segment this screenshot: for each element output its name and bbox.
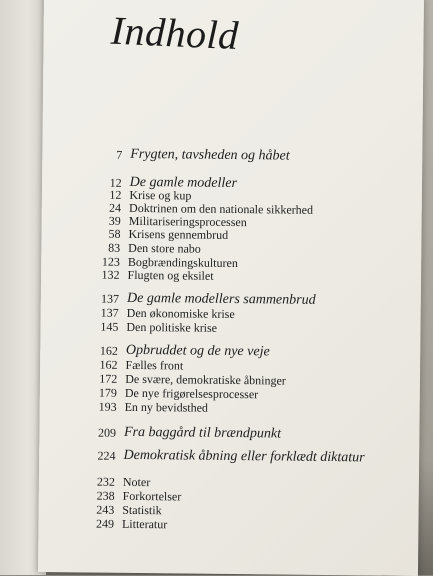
toc-page-number: 162 xyxy=(99,343,118,358)
toc-entry xyxy=(41,240,421,256)
toc-page-number: 83 xyxy=(108,240,121,255)
toc-entry-title: Litteratur xyxy=(121,516,168,532)
toc-entry xyxy=(42,200,422,217)
toc-entry-title: Noter xyxy=(122,474,151,490)
toc-entry xyxy=(39,516,419,532)
toc-entry-title: Opbruddet og de nye veje xyxy=(125,342,270,360)
toc-entry-title: De gamle modeller xyxy=(129,174,238,192)
toc-entry-title: Flugten og eksilet xyxy=(127,267,214,283)
toc-entry xyxy=(39,424,419,442)
toc-entry-title: De svære, demokratiske åbninger xyxy=(125,371,286,388)
page-heading: Indhold xyxy=(109,7,240,59)
toc-page-number: 12 xyxy=(109,187,122,202)
toc-entry xyxy=(41,254,421,271)
toc-entry xyxy=(41,290,421,308)
toc-entry-title: Doktrinen om den nationale sikkerhed xyxy=(129,200,314,217)
toc-page-number: 145 xyxy=(100,319,119,334)
toc-entry-title: Statistik xyxy=(122,502,162,518)
toc-entry xyxy=(39,474,419,490)
toc-entry-title: Frygten, tavsheden og håbet xyxy=(130,146,290,164)
toc-page-number: 193 xyxy=(98,399,117,414)
toc-entry-title: De nye frigørelsesprocesser xyxy=(124,385,259,402)
toc-page-number: 137 xyxy=(100,291,120,306)
toc-page-number: 12 xyxy=(109,175,122,190)
toc-entry-title: Den politiske krise xyxy=(126,319,218,335)
toc-page-number: 209 xyxy=(97,425,117,440)
toc-page-number: 249 xyxy=(95,516,115,531)
toc-page-number: 7 xyxy=(116,147,123,162)
toc-entry-title: Den økonomiske krise xyxy=(126,305,235,322)
toc-page-number: 24 xyxy=(109,200,122,215)
toc-page-number: 39 xyxy=(108,213,121,228)
toc-page-number: 232 xyxy=(96,474,116,489)
book-page xyxy=(38,0,424,576)
toc-entry-title: Forkortelser xyxy=(122,488,182,504)
toc-page-number: 238 xyxy=(96,488,115,503)
toc-entry-title: Demokratisk åbning eller forklædt diktatur xyxy=(123,447,365,466)
toc-entry-title: Krise og kup xyxy=(129,187,192,203)
toc-page-number: 137 xyxy=(100,305,119,320)
toc-entry-title: Fra baggård til brændpunkt xyxy=(123,424,282,442)
toc-entry xyxy=(39,488,419,504)
toc-page-number: 123 xyxy=(101,254,120,269)
toc-entry-title: De gamle modellers sammenbrud xyxy=(126,290,316,308)
toc-entry-title: Krisens gennembrud xyxy=(128,226,229,242)
toc-entry xyxy=(39,502,419,518)
toc-page-number: 224 xyxy=(97,448,116,463)
toc-entry xyxy=(42,174,422,192)
toc-entry xyxy=(40,342,420,360)
toc-entry xyxy=(42,146,422,164)
toc-entry xyxy=(39,447,419,466)
table-of-contents xyxy=(38,0,424,576)
toc-entry-title: Militariseringsprocessen xyxy=(128,213,247,230)
toc-page-number: 172 xyxy=(99,371,118,386)
toc-page-number: 58 xyxy=(108,226,121,241)
toc-entry-title: Bogbrændingskulturen xyxy=(127,254,238,271)
toc-entry-title: Fælles front xyxy=(125,357,184,373)
toc-page-number: 132 xyxy=(101,267,120,282)
toc-entry xyxy=(40,371,420,388)
toc-entry-title: Den store nabo xyxy=(128,240,201,256)
toc-entry-title: En ny bevidsthed xyxy=(124,399,209,415)
toc-page-number: 162 xyxy=(99,357,118,372)
toc-page-number: 243 xyxy=(96,502,115,517)
toc-page-number: 179 xyxy=(98,385,117,400)
